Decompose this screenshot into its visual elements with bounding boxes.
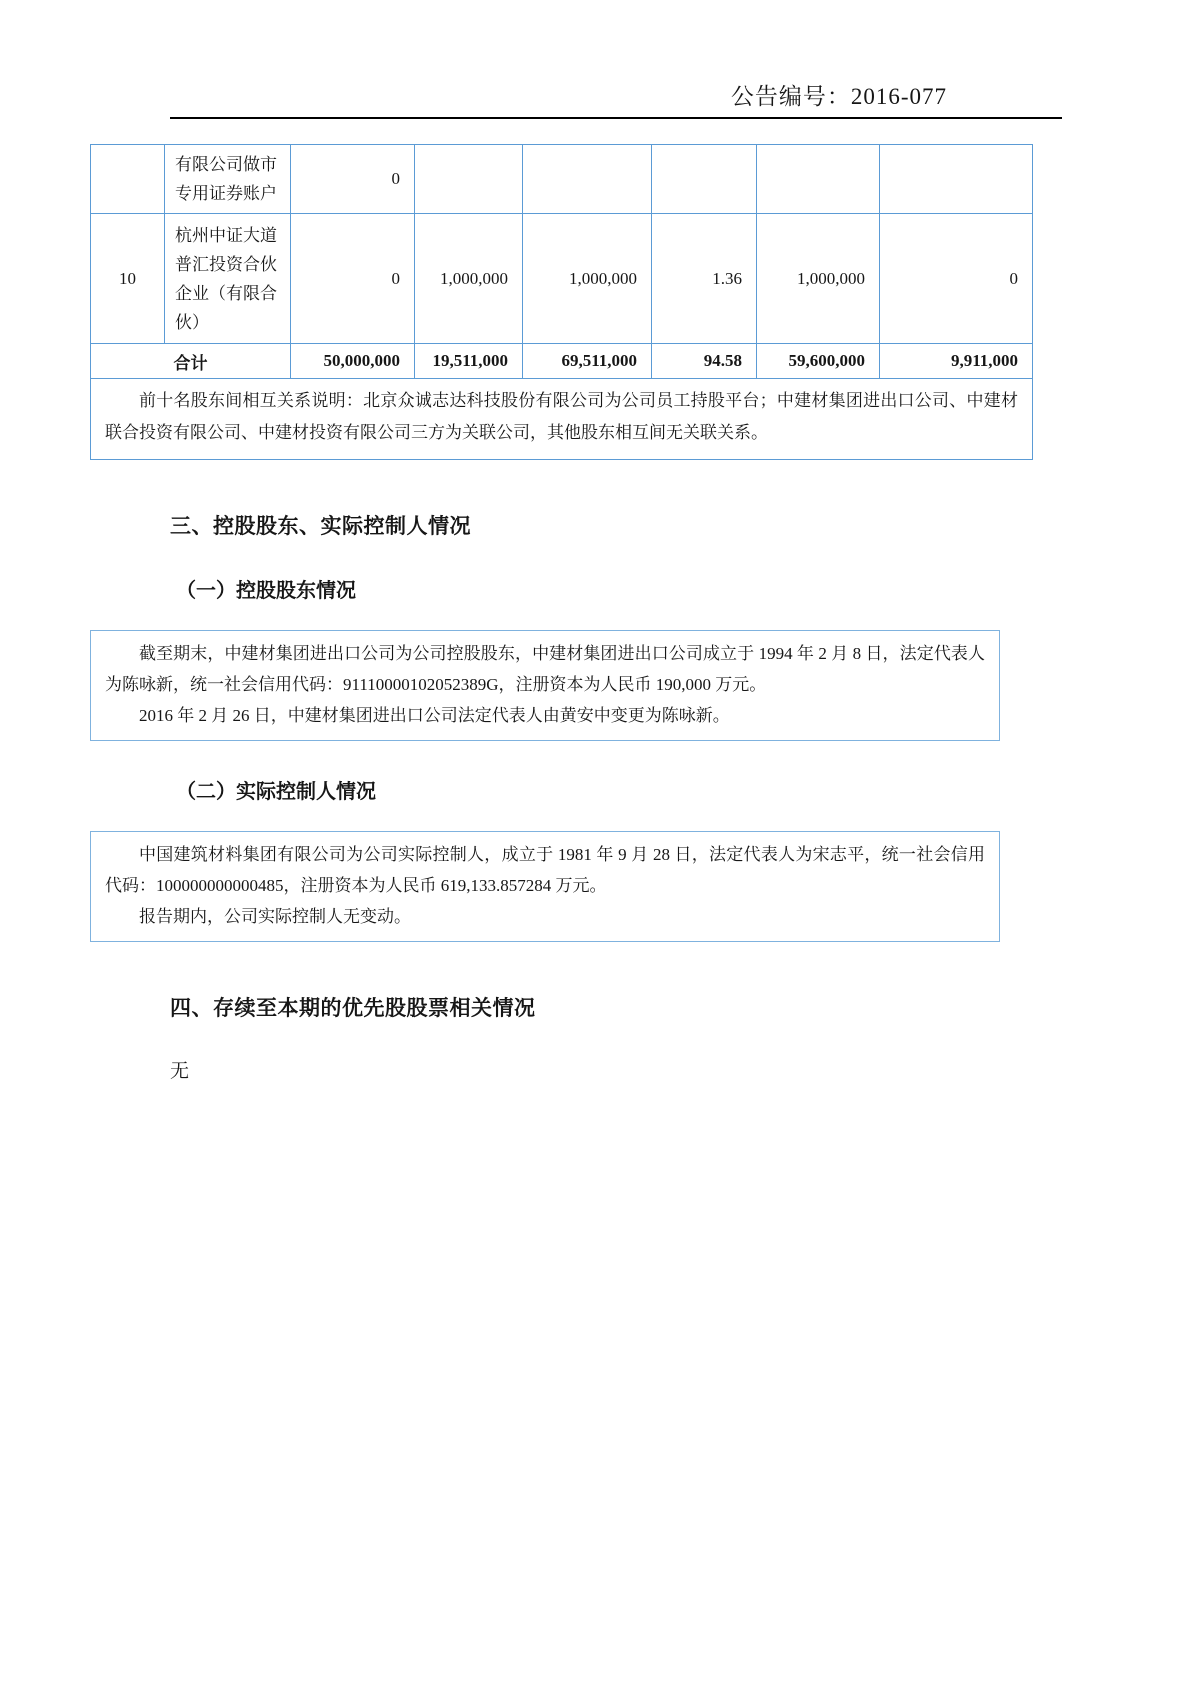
controlling-shareholder-box [90,630,1000,741]
cell-value: 1,000,000 [415,214,523,344]
section3-sub2-title: （二）实际控制人情况 [176,781,376,803]
cell-value: 0 [291,145,415,214]
cell-total-value: 94.58 [652,344,757,379]
cell-total-value: 69,511,000 [523,344,652,379]
cell-value: 1,000,000 [757,214,880,344]
cell-holder-name: 杭州中证大道普汇投资合伙企业（有限合伙） [165,214,291,344]
section3-sub1-title: （一）控股股东情况 [176,580,356,602]
cell-value [415,145,523,214]
cell-value: 0 [291,214,415,344]
cell-total-value: 59,600,000 [757,344,880,379]
actual-controller-box [90,831,1000,942]
actual-controller-para2: 报告期内，公司实际控制人无变动。 [139,907,411,926]
cell-total-value: 19,511,000 [415,344,523,379]
cell-value [523,145,652,214]
cell-serial: 10 [91,214,165,344]
cell-value [757,145,880,214]
controlling-shareholder-para2: 2016 年 2 月 26 日，中建材集团进出口公司法定代表人由黄安中变更为陈咏新。 [139,706,730,725]
cell-value: 0 [880,214,1033,344]
table-total-row [91,344,1033,379]
relationship-note-text: 前十名股东间相互关系说明：北京众诚志达科技股份有限公司为公司员工持股平台；中建材集团进出口公司、中建材联合投资有限公司、中建材投资有限公司三方为关联公司，其他股东相互间无关联关系。 [105,391,1018,442]
actual-controller-para1: 中国建筑材料集团有限公司为公司实际控制人，成立于 1981 年 9 月 28 日，法定代表人为宋志平，统一社会信用代码：100000000000485，注册资本为人民币 619,133.857284 万元。 [105,845,985,895]
doc-number: 公告编号：2016-077 [730,84,947,109]
cell-holder-name: 有限公司做市专用证券账户 [165,145,291,214]
cell-total-label: 合计 [91,344,291,379]
table-row-10 [91,214,1033,344]
section4-content: 无 [170,1061,190,1082]
cell-serial [91,145,165,214]
shareholder-table [90,144,1033,460]
cell-total-value: 50,000,000 [291,344,415,379]
page-header [170,78,1062,119]
table-note-row [91,379,1033,460]
cell-value: 1,000,000 [523,214,652,344]
table-row-partial [91,145,1033,214]
cell-total-value: 9,911,000 [880,344,1033,379]
cell-relationship-note [91,379,1033,460]
section4-title: 四、存续至本期的优先股股票相关情况 [170,996,536,1020]
cell-value: 1.36 [652,214,757,344]
controlling-shareholder-para1: 截至期末，中建材集团进出口公司为公司控股股东，中建材集团进出口公司成立于 1994 年 2 月 8 日，法定代表人为陈咏新，统一社会信用代码：91110000102052389G，注册资本为人民币 190,000 万元。 [105,644,985,694]
cell-value [652,145,757,214]
section3-title: 三、控股股东、实际控制人情况 [170,514,471,538]
cell-value [880,145,1033,214]
